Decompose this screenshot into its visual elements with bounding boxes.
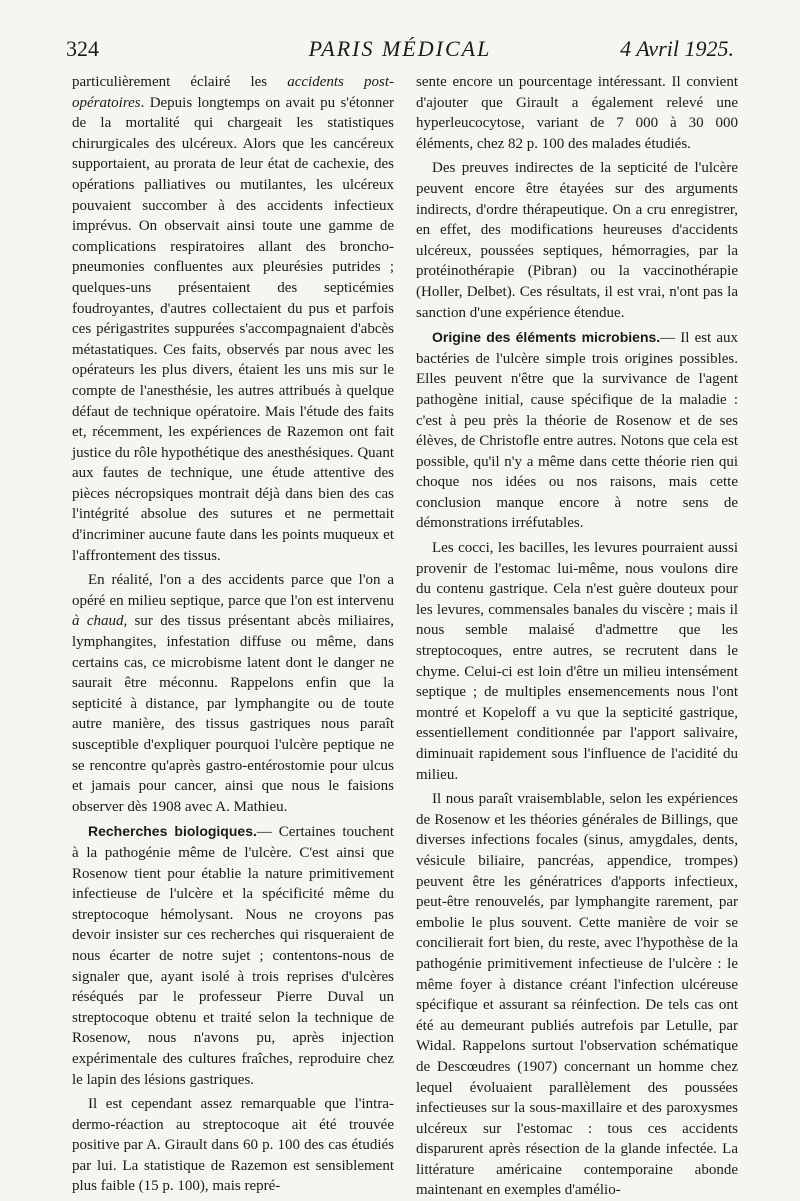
paragraph: En réalité, l'on a des accidents parce que l'on a opéré en milieu septique, parce que l'on est intervenu à chaud, sur des tissus présentant abcès miliaires, lymphangites, infestation diffuse ou même, dans certains cas, ce microbisme latent dont le danger ne saurait être méconnu. Rappelons enfin que la septicité à distance, par lymphangite ou de toute autre manière, des tissus gastriques nous paraît susceptible d'expliquer pourquoi l'ulcère peptique ne se rencontre qu'après gastro-entérostomie pour ulcus et jamais pour cancer, ainsi que nous le faisions observer dès 1908 avec A. Mathieu. [72, 572, 394, 815]
paragraph: particulièrement éclairé les accidents post-opératoires. Depuis longtemps on avait pu s'étonner de la mortalité qui chargeait les statistiques chirurgicales des ulcéreux. Alors que les cancéreux supportaient, au prorata de leur état de cachexie, des opérations palliatives ou mutilantes, les ulcéreux pouvaient succomber à des accidents infectieux imprévus. On observait ainsi toute une gamme de complications respiratoires allant des broncho-pneumonies confluentes aux pleurésies putrides ; quelques-uns présentaient des septicémies foudroyantes, d'autres collectaient du pus et parfois ces périgastrites suppurées s'accompagnaient d'abcès métastatiques. Ces faits, observés par nous avec les opérateurs les plus divers, étaient les uns mis sur le compte de l'anesthésie, les autres attribués à quelque défaut de technique opératoire. Mais l'étude des faits et, récemment, les expériences de Razemon ont fait justice du rôle hypothétique des anesthésiques. Quant aux fautes de technique, une étude attentive des pièces nécropsiques montrait déjà dans bien des cas l'intégrité absolue des sutures et ne permettait d'incriminer aucune faute dans les points muqueux et l'affrontement des tissus. [72, 74, 394, 564]
paragraph: sente encore un pourcentage intéressant. Il convient d'ajouter que Girault a également relevé une hyperleucocytose, variant de 7 000 à 30 000 éléments, chez 82 p. 100 des malades étudiés. [416, 74, 738, 152]
journal-title: PARIS MÉDICAL [308, 36, 492, 61]
right-column [416, 72, 738, 1199]
paragraph: Recherches biologiques.— Certaines touchent à la pathogénie même de l'ulcère. C'est ainsi que Rosenow tient pour établie la nature primitivement infectieuse de l'ulcère et la spécificité même du streptocoque hémolysant. Nous ne croyons pas devoir insister sur ces recherches qui risqueraient de nous écarter de notre sujet ; contentons-nous de signaler que, ayant isolé à trois reprises d'ulcères réséqués par le professeur Pierre Duval un streptocoque obtenu et traité selon la technique de Rosenow, nous n'avons pu, après injection expérimentale des cultures fraîches, reproduire chez le lapin des lésions gastriques. [72, 823, 394, 1088]
section-heading: Recherches biologiques. [88, 823, 257, 840]
left-column [72, 72, 394, 1195]
paragraph: Il est cependant assez remarquable que l'intra-dermo-réaction au streptocoque ait été trouvée positive par A. Girault dans 60 p. 100 des cas étudiés par lui. La statistique de Razemon est sensiblement plus faible (15 p. 100), mais repré- [72, 1096, 394, 1195]
page-number: 324 [66, 36, 99, 61]
section-heading: Origine des éléments microbiens. [432, 329, 661, 346]
issue-date: 4 Avril 1925. [620, 36, 734, 61]
paragraph: Il nous paraît vraisemblable, selon les expériences de Rosenow et les théories générales de Billings, que diverses infections focales (sinus, amygdales, dents, vésicule biliaire, pancréas, appendice, trompes) peuvent être les génératrices d'apports infectieux, peut-être renouvelés, par lymphangite rarement, par embolie le plus souvent. Cette manière de voir se concilierait fort bien, du reste, avec l'hypothèse de la pathogénie primitivement infectieuse de l'ulcère : le même foyer à distance créant l'infection ulcéreuse spécifique et assurant sa réinfection. De tels cas ont été au demeurant publiés autrefois par Letulle, par Widal. Rappelons surtout l'observation schématique de Descœudres (1907) concernant un homme chez lequel évoluaient parallèlement des poussées infectieuses sur la sous-maxillaire et des paroxysmes ulcéreux sur l'estomac : tous ces accidents disparurent après résection de la glande infectée. La littérature américaine contemporaine abonde maintenant en exemples d'amélio- [416, 791, 738, 1199]
paragraph: Origine des éléments microbiens.— Il est aux bactéries de l'ulcère simple trois origines possibles. Elles peuvent n'être que la survivance de l'agent pathogène initial, cause spécifique de la maladie : c'est à peu près la théorie de Rosenow et de ses élèves, de Christofle entre autres. Notons que cela est possible, qu'il n'y a même dans cette théorie rien qui choque nos idées ou nos raisons, mais cette conclusion manque encore à notre sens de démonstrations irréfutables. [416, 329, 738, 532]
page-header [66, 36, 734, 66]
paragraph: Les cocci, les bacilles, les levures pourraient aussi provenir de l'estomac lui-même, nous voulons dire du contenu gastrique. Cela n'est guère douteux pour les levures, commensales banales du viscère ; mais il nous semble malaisé d'admettre que les streptocoques, entre autres, se recrutent dans le chyme. Celui-ci est loin d'être un milieu intensément septique ; de multiples ensemencements nous l'ont montré et Kopeloff a vu que la septicité gastrique, essentiellement conditionnée par l'apport salivaire, diminuait rapidement sous l'influence de l'acidité du milieu. [416, 540, 738, 783]
paragraph: Des preuves indirectes de la septicité de l'ulcère peuvent encore être étayées sur des arguments indirects, d'ordre thérapeutique. On a cru enregistrer, en effet, des modifications heureuses d'accidents ulcéreux, poussées septiques, hémorragies, par la protéinothérapie (Pibran) ou la vaccinothérapie (Holler, Delbet). Ces résultats, il est vrai, n'ont pas la sanction d'une expérience étendue. [416, 160, 738, 321]
